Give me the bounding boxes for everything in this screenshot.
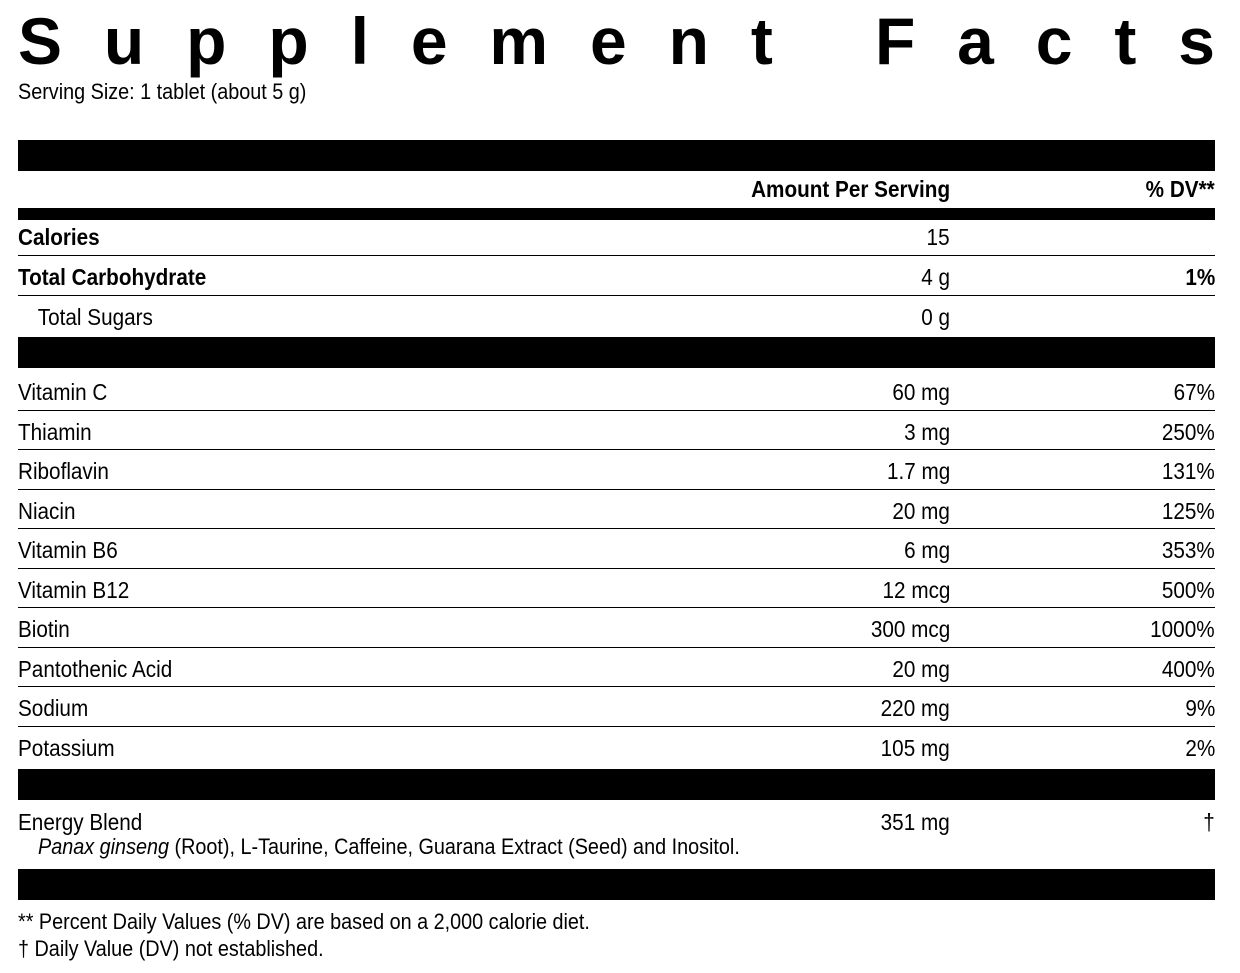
nutrient-amount: 4 g <box>921 264 950 290</box>
nutrient-row <box>18 301 1215 333</box>
title-letter: a <box>957 4 994 78</box>
nutrient-name: Potassium <box>18 734 115 761</box>
nutrient-name: Pantothenic Acid <box>18 655 173 682</box>
nutrient-dv: 2% <box>1185 734 1215 761</box>
nutrient-name: Calories <box>18 224 100 250</box>
nutrient-name: Total Sugars <box>37 304 153 330</box>
nutrient-dv: 250% <box>1162 418 1215 445</box>
nutrient-dv: 9% <box>1185 695 1215 721</box>
row-divider <box>18 528 1215 529</box>
serving-size: Serving Size: 1 tablet (about 5 g) <box>18 79 307 104</box>
row-divider <box>18 726 1215 727</box>
title-letter: s <box>1178 4 1215 78</box>
nutrient-row <box>18 495 1215 527</box>
nutrient-row <box>18 416 1215 448</box>
footnote-percent-dv: ** Percent Daily Values (% DV) are based on a 2,000 calorie diet. <box>18 909 590 934</box>
nutrient-amount: 6 mg <box>903 537 950 563</box>
percent-dv-header: % DV** <box>1145 176 1215 202</box>
title-letter: F <box>874 4 916 78</box>
nutrient-row <box>18 534 1215 566</box>
nutrient-amount: 20 mg <box>892 497 950 524</box>
title-letter: p <box>268 4 309 78</box>
blend-name: Energy Blend <box>18 809 143 835</box>
column-header-row <box>18 173 1215 205</box>
nutrient-amount: 3 mg <box>903 418 950 445</box>
nutrient-dv: 1% <box>1185 264 1215 290</box>
row-divider <box>18 489 1215 490</box>
blend-ingredients-rest: (Root), L-Taurine, Caffeine, Guarana Extract (Seed) and Inositol. <box>169 834 740 859</box>
blend-dv: † <box>1203 809 1215 835</box>
nutrient-amount: 20 mg <box>892 655 950 682</box>
nutrient-row <box>18 376 1215 408</box>
nutrient-row <box>18 613 1215 645</box>
nutrient-amount: 105 mg <box>880 734 950 761</box>
nutrient-dv: 125% <box>1162 497 1215 524</box>
row-divider <box>18 647 1215 648</box>
title-letter: c <box>1035 4 1073 78</box>
nutrient-amount: 300 mcg <box>870 616 950 642</box>
nutrient-amount: 0 g <box>921 304 950 330</box>
amount-per-serving-header: Amount Per Serving <box>751 176 950 202</box>
label-title <box>18 6 1215 76</box>
nutrient-dv: 67% <box>1173 379 1215 405</box>
nutrient-name: Vitamin B12 <box>18 576 130 603</box>
nutrient-dv: 353% <box>1162 537 1215 563</box>
row-divider <box>18 255 1215 256</box>
blend-ingredients <box>38 832 740 862</box>
nutrient-name: Sodium <box>18 695 89 721</box>
medium-rule <box>18 208 1215 220</box>
title-letter: p <box>186 4 227 78</box>
nutrient-row <box>18 732 1215 764</box>
nutrient-row <box>18 692 1215 724</box>
nutrient-name: Vitamin C <box>18 379 108 405</box>
nutrient-name: Riboflavin <box>18 458 109 484</box>
nutrient-amount: 12 mcg <box>882 576 950 603</box>
row-divider <box>18 686 1215 687</box>
row-divider <box>18 607 1215 608</box>
row-divider <box>18 295 1215 296</box>
nutrient-name: Biotin <box>18 616 70 642</box>
blend-ingredients-italic: Panax ginseng <box>38 834 170 859</box>
title-letter: e <box>590 4 627 78</box>
nutrient-row <box>18 261 1215 293</box>
nutrient-dv: 500% <box>1162 576 1215 603</box>
nutrient-row <box>18 574 1215 606</box>
nutrient-amount: 220 mg <box>880 695 950 721</box>
nutrient-name: Total Carbohydrate <box>18 264 207 290</box>
nutrient-row <box>18 455 1215 487</box>
thick-rule <box>18 337 1215 368</box>
title-letter: m <box>489 4 549 78</box>
supplement-facts-label <box>18 0 1215 973</box>
nutrient-row <box>18 653 1215 685</box>
nutrient-name: Vitamin B6 <box>18 537 118 563</box>
thick-rule <box>18 869 1215 900</box>
nutrient-amount: 60 mg <box>892 379 950 405</box>
title-letter: t <box>1114 4 1137 78</box>
thick-rule <box>18 769 1215 800</box>
title-letter: t <box>750 4 773 78</box>
nutrient-name: Thiamin <box>18 418 92 445</box>
nutrient-amount: 15 <box>926 224 950 250</box>
title-letter: l <box>350 4 369 78</box>
blend-amount: 351 mg <box>880 809 950 835</box>
nutrient-amount: 1.7 mg <box>886 458 950 484</box>
row-divider <box>18 410 1215 411</box>
row-divider <box>18 568 1215 569</box>
footnote-dagger: † Daily Value (DV) not established. <box>18 936 324 961</box>
title-space <box>815 6 833 76</box>
nutrient-dv: 131% <box>1162 458 1215 484</box>
row-divider <box>18 449 1215 450</box>
nutrient-name: Niacin <box>18 497 76 524</box>
thick-rule <box>18 140 1215 171</box>
nutrient-dv: 400% <box>1162 655 1215 682</box>
nutrient-row <box>18 221 1215 253</box>
title-letter: n <box>668 4 709 78</box>
nutrient-dv: 1000% <box>1150 616 1215 642</box>
title-letter: e <box>410 4 448 78</box>
title-letter: S <box>18 4 63 78</box>
title-letter: u <box>103 4 145 78</box>
